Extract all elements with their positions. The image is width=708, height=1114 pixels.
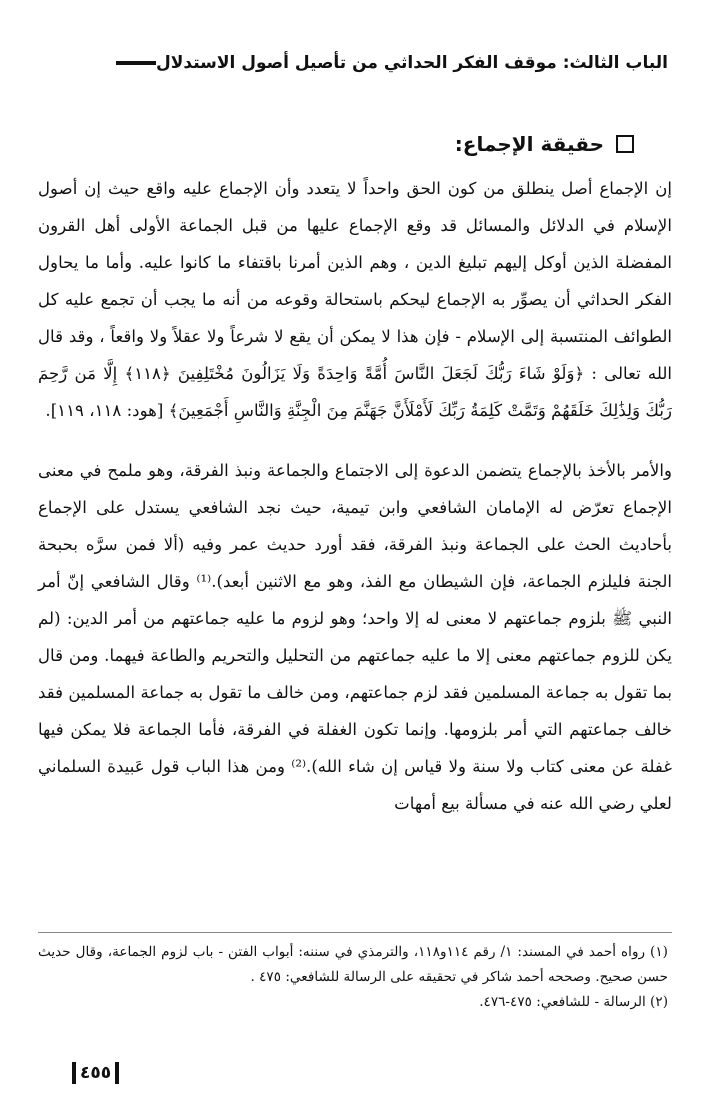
header-rule xyxy=(116,61,156,65)
footnote-separator xyxy=(38,932,672,933)
footnote-2: (٢) الرسالة - للشافعي: ٤٧٥-٤٧٦. xyxy=(479,994,668,1010)
page-number-text: ٤٥٥ xyxy=(80,1063,112,1083)
footnote-1: (١) رواه أحمد في المسند: ١/ رقم ١١٤و١١٨، والترمذي في سننه: أبواب الفتن - باب لزوم الجماعة، وقال حديث حسن صحيح. وصححه أحمد شاكر في تحقيقه على الرسالة للشافعي: ٤٧٥ . xyxy=(38,944,668,985)
body-text xyxy=(38,170,672,822)
quran-reference: [هود: ١١٨، ١١٩]. xyxy=(45,401,164,420)
paragraph-1 xyxy=(38,170,672,429)
paragraph-2: والأمر بالأخذ بالإجماع يتضمن الدعوة إلى الاجتماع والجماعة ونبذ الفرقة، وهو ملمح في معنى الإجماع تعرّض له الإمامان الشافعي وابن تيمية، حيث نجد الشافعي يستدل على الإجماع بأحاديث الحث على الجماعة ونبذ الفرقة، فقد أورد حديث عمر وفيه (ألا فمن سرَّه بحبحة الجنة فليلزم الجماعة، فإن الشيطان مع الفذ، وهو مع الاثنين أبعد).⁽¹⁾ وقال الشافعي إنّ أمر النبي ﷺ بلزوم جماعتهم لا معنى له إلا واحد؛ وهو لزوم ما عليه جماعتهم من أمر الدين: (لم يكن للزوم جماعتهم معنى إلا ما عليه جماعتهم من التحليل والتحريم والطاعة فيهما. ومن قال بما تقول به جماعة المسلمين فقد لزم جماعتهم، ومن خالف ما تقول به جماعة المسلمين فقد خالف جماعتهم التي أمر بلزومها. وإنما تكون الغفلة في الفرقة، فأما الجماعة فلا يمكن فيها غفلة عن معنى كتاب ولا سنة ولا قياس إن شاء الله).⁽²⁾ ومن هذا الباب قول عَبيدة السلماني لعلي رضي الله عنه في مسألة بيع أمهات xyxy=(38,461,673,813)
square-bullet-icon xyxy=(616,135,634,153)
chapter-title: الباب الثالث: موقف الفكر الحداثي من تأصيل أصول الاستدلال xyxy=(155,53,668,73)
section-heading xyxy=(455,126,634,162)
page-number-bar-right xyxy=(115,1062,119,1084)
quran-verse: ﴿وَلَوْ شَاءَ رَبُّكَ لَجَعَلَ النَّاسَ أُمَّةً وَاحِدَةً وَلَا يَزَالُونَ مُخْتَلِفِينَ ﴿١١٨﴾ إِلَّا مَن رَّحِمَ رَبُّكَ وَلِذَٰلِكَ خَلَقَهُمْ وَتَمَّتْ كَلِمَةُ رَبِّكَ لَأَمْلَأَنَّ جَهَنَّمَ مِنَ الْجِنَّةِ وَالنَّاسِ أَجْمَعِينَ﴾ xyxy=(38,364,672,420)
footnotes xyxy=(38,940,668,1015)
section-heading-text: حقيقة الإجماع: xyxy=(454,132,604,156)
page-number xyxy=(72,1062,119,1084)
paragraph-1-text: إن الإجماع أصل ينطلق من كون الحق واحداً لا يتعدد وأن الإجماع عليه واقع حيث إن أصول الإسلام في الدلائل والمسائل قد وقع الإجماع عليها من قبل الجماعة الأولى أهل القرون المفضلة الذين أوكل إليهم تبليغ الدين ، وهم الذين أمرنا باقتفاء ما كانوا عليه. وأما ما يحاول الفكر الحداثي أن يصوِّر به الإجماع ليحكم باستحالة وقوعه من أنه ما يجب أن تجمع عليه كل الطوائف المنتسبة إلى الإسلام - فإن هذا لا يمكن أن يقع لا شرعاً ولا عقلاً ولا واقعاً ، وقد قال الله تعالى : xyxy=(38,179,672,383)
running-header xyxy=(40,48,668,78)
